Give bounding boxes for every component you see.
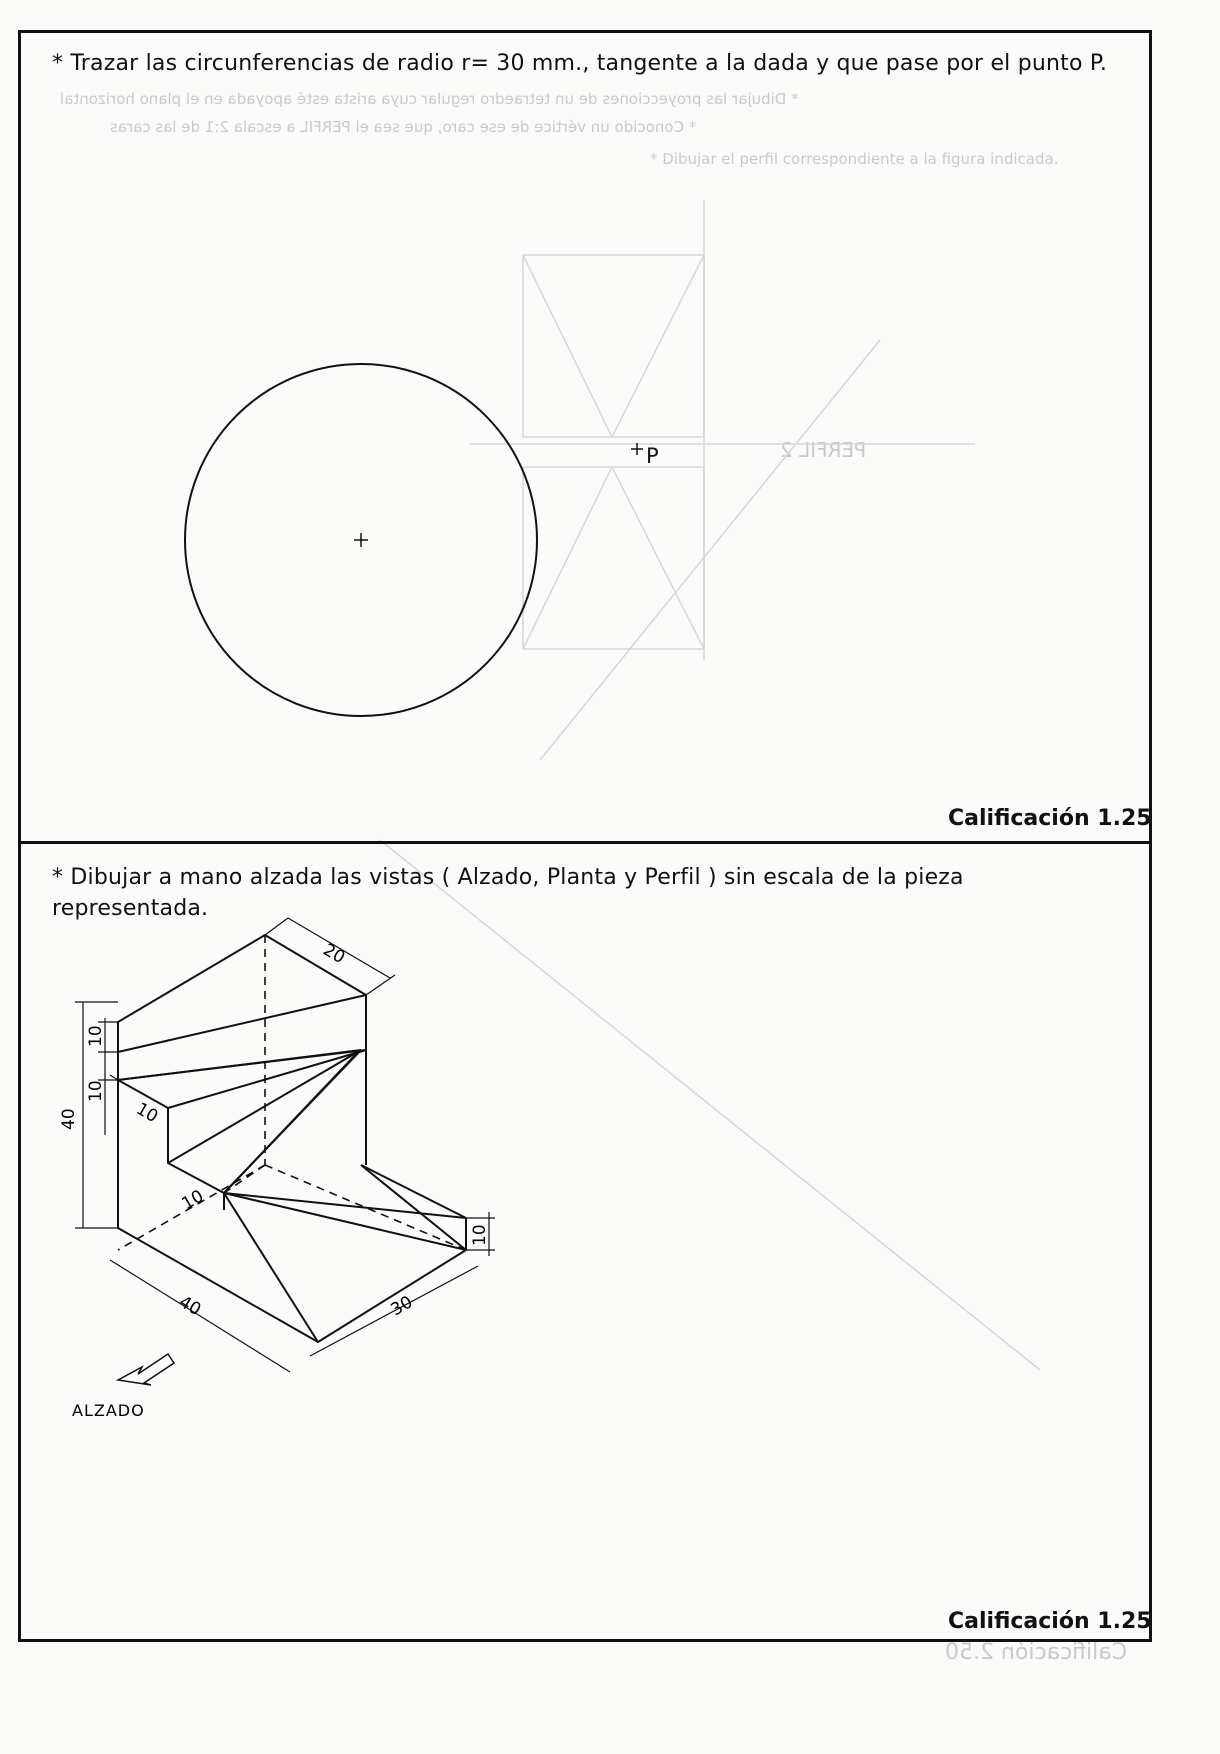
bleed-text-3: * Dibujar el perfil correspondiente a la figura indicada. bbox=[650, 150, 1059, 168]
alzado-label: ALZADO bbox=[72, 1401, 145, 1420]
point-p-label: P bbox=[646, 444, 659, 468]
dim-width: 40 bbox=[175, 1292, 205, 1321]
dim-step-depth: 10 bbox=[132, 1099, 162, 1128]
front-diagonal-1 bbox=[224, 1193, 318, 1342]
exercise1-instruction: * Trazar las circunferencias de radio r= 30 mm., tangente a la dada y que pase por el punto P. bbox=[52, 51, 1108, 76]
bleed-perfil-label: PERFIL 2 bbox=[780, 438, 867, 462]
dim-right-height: 10 bbox=[470, 1224, 490, 1246]
hidden-floor-2 bbox=[224, 1165, 265, 1193]
alzado-arrow-icon bbox=[118, 1354, 174, 1385]
front-diagonal-3 bbox=[224, 1193, 466, 1218]
dim-lower-height: 10 bbox=[86, 1080, 106, 1102]
dim-total-height: 40 bbox=[59, 1108, 79, 1130]
dim-upper-height: 10 bbox=[86, 1025, 106, 1047]
exercise2-instruction: * Dibujar a mano alzada las vistas ( Alzado, Planta y Perfil ) sin escala de la pieza representada. bbox=[52, 865, 964, 921]
left-front-edge bbox=[118, 1022, 466, 1342]
bleed-text-2: * Conocido un vértice de ese caro, que sea el PERFIL a escala 2:1 de las caras bbox=[110, 118, 697, 136]
dim-top-depth: 20 bbox=[319, 940, 349, 969]
exercise2-grade: Calificación 1.25 bbox=[948, 1609, 1152, 1634]
exercise1-grade: Calificación 1.25 bbox=[948, 806, 1152, 831]
bleed-text-1: * Dibujar las proyecciones de un tetraedro regular cuya arista esté apoyada en el plano horizontal bbox=[60, 90, 799, 108]
upper-fan-3 bbox=[118, 1050, 361, 1080]
bleed-grade: Calificación 2.50 bbox=[945, 1640, 1128, 1665]
top-step-face bbox=[118, 1050, 366, 1108]
dim-depth: 30 bbox=[387, 1292, 417, 1321]
dim-notch-depth: 10 bbox=[178, 1186, 208, 1215]
